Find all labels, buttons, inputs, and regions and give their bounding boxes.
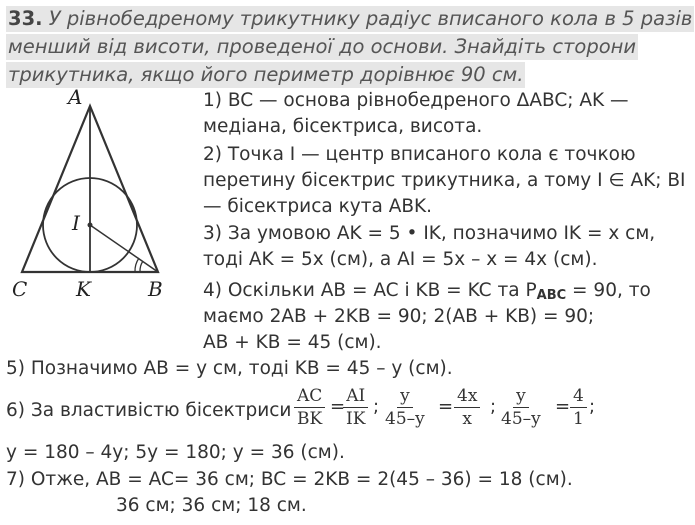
label-i: I bbox=[72, 211, 80, 235]
perimeter-subscript: ABC bbox=[536, 288, 567, 303]
fraction-y-45y-2 bbox=[498, 386, 544, 429]
label-c: C bbox=[12, 277, 28, 301]
step-4-text-end: = 90, то bbox=[566, 280, 651, 301]
semicolon-2: ; bbox=[490, 396, 497, 417]
frac4-den: x bbox=[462, 409, 472, 429]
label-k: K bbox=[76, 277, 91, 301]
fraction-4x-x bbox=[454, 386, 480, 429]
frac2-num: AI bbox=[343, 386, 368, 408]
frac6-den: 1 bbox=[573, 409, 584, 429]
triangle-figure bbox=[8, 84, 193, 304]
frac6-num: 4 bbox=[570, 386, 587, 408]
frac3-num: y bbox=[397, 386, 413, 408]
step-7: 7) Отже, AB = AC= 36 см; BC = 2KB = 2(45 – 36) = 18 (см). bbox=[6, 469, 573, 490]
fraction-ac-bk bbox=[294, 386, 325, 429]
step-4-line-2: маємо 2AB + 2KB = 90; 2(AB + KB) = 90; bbox=[203, 306, 595, 327]
step-1-line-2: медіана, бісектриса, висота. bbox=[203, 116, 483, 137]
angle-mark-1 bbox=[140, 261, 143, 272]
step-2-line-3: — бісектриса кута ABK. bbox=[203, 196, 433, 217]
problem-text-1: У рівнобедреному трикутнику радіус вписаного кола в 5 разів bbox=[48, 7, 693, 30]
problem-line-3: трикутника, якщо його периметр дорівнює 90 см. bbox=[8, 63, 524, 86]
incenter-point bbox=[88, 223, 93, 228]
step-5: 5) Позначимо AB = y см, тоді KB = 45 – y (см). bbox=[6, 358, 453, 379]
label-a: A bbox=[68, 85, 83, 109]
step-1-line-1: 1) BC — основа рівнобедреного ΔABC; AK — bbox=[203, 90, 629, 111]
step-6-result: y = 180 – 4y; 5y = 180; y = 36 (см). bbox=[6, 442, 345, 463]
fraction-y-45y-1 bbox=[382, 386, 428, 429]
equals-1: = bbox=[330, 396, 346, 417]
answer: 36 см; 36 см; 18 см. bbox=[116, 495, 307, 516]
step-3-line-2: тоді AK = 5x (см), а AI = 5x – x = 4x (см). bbox=[203, 249, 598, 270]
problem-number: 33. bbox=[8, 7, 43, 30]
step-4-text: 4) Оскільки AB = AC і KB = KC та P bbox=[203, 280, 537, 301]
step-6-label: 6) За властивістю бісектриси bbox=[6, 400, 292, 421]
label-b: B bbox=[148, 277, 163, 301]
semicolon-3: ; bbox=[589, 396, 596, 417]
step-2-line-1: 2) Точка I — центр вписаного кола є точкою bbox=[203, 144, 636, 165]
step-2-line-2: перетину бісектрис трикутника, а тому I ∈ AK; BI bbox=[203, 170, 686, 191]
step-3-line-1: 3) За умовою AK = 5 • IK, позначимо IK = x см, bbox=[203, 223, 656, 244]
problem-line-1 bbox=[6, 6, 694, 32]
step-4-line-3: AB + KB = 45 (см). bbox=[203, 332, 382, 353]
semicolon-1: ; bbox=[373, 396, 380, 417]
frac3-den: 45–y bbox=[385, 409, 425, 429]
frac2-den: IK bbox=[346, 409, 366, 429]
fraction-ai-ik bbox=[343, 386, 368, 429]
equals-3: = bbox=[555, 396, 571, 417]
angle-mark-2 bbox=[135, 258, 139, 272]
frac5-num: y bbox=[513, 386, 529, 408]
equals-2: = bbox=[438, 396, 454, 417]
problem-line-2: менший від висоти, проведеної до основи. Знайдіть сторони bbox=[8, 35, 637, 58]
frac1-num: AC bbox=[294, 386, 325, 408]
frac1-den: BK bbox=[297, 409, 323, 429]
frac5-den: 45–y bbox=[501, 409, 541, 429]
fraction-4-1 bbox=[570, 386, 587, 429]
frac4-num: 4x bbox=[454, 386, 480, 408]
